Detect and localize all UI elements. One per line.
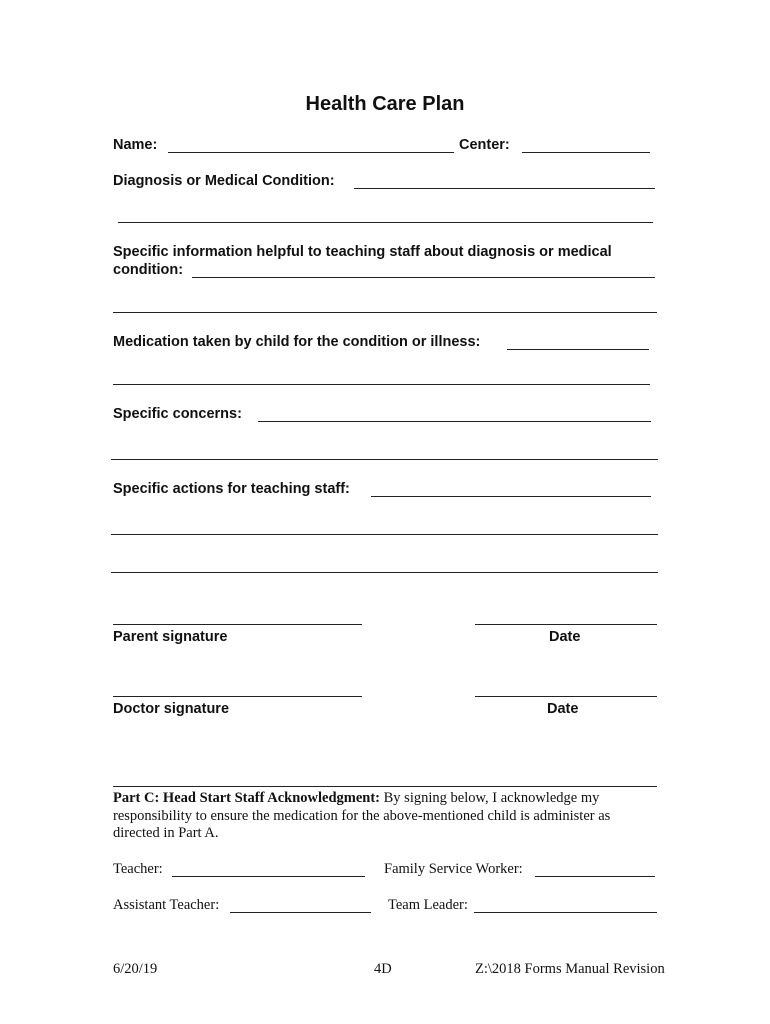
part-c-text: By signing below, I acknowledge my responsibility to ensure the medication for the above-mentioned child is administer as directed in Part A. bbox=[113, 790, 611, 841]
doctor-date-label: Date bbox=[547, 701, 579, 717]
teacher-label: Teacher: bbox=[113, 861, 163, 877]
parent-date-label: Date bbox=[549, 629, 581, 645]
specific-info-field[interactable] bbox=[192, 277, 655, 278]
concerns-label: Specific concerns: bbox=[113, 406, 242, 422]
actions-field-line-2[interactable] bbox=[111, 534, 658, 535]
medication-field-line-2[interactable] bbox=[113, 384, 650, 385]
part-c-heading: Part C: Head Start Staff Acknowledgment: bbox=[113, 790, 381, 806]
parent-signature-field[interactable] bbox=[113, 624, 362, 625]
footer-file-path: Z:\2018 Forms Manual Revision bbox=[475, 961, 665, 977]
team-leader-label: Team Leader: bbox=[388, 897, 468, 913]
family-service-worker-label: Family Service Worker: bbox=[384, 861, 523, 877]
actions-label: Specific actions for teaching staff: bbox=[113, 481, 350, 497]
parent-date-field[interactable] bbox=[475, 624, 657, 625]
doctor-signature-label: Doctor signature bbox=[113, 701, 230, 717]
parent-signature-label: Parent signature bbox=[113, 629, 228, 645]
actions-field-line-3[interactable] bbox=[111, 572, 658, 573]
name-label: Name: bbox=[113, 137, 158, 153]
actions-field[interactable] bbox=[371, 496, 651, 497]
diagnosis-field[interactable] bbox=[354, 188, 655, 189]
center-field[interactable] bbox=[522, 152, 650, 153]
family-service-worker-field[interactable] bbox=[535, 876, 655, 877]
medication-field[interactable] bbox=[507, 349, 649, 350]
page-title: Health Care Plan bbox=[305, 93, 465, 115]
concerns-field[interactable] bbox=[258, 421, 651, 422]
specific-info-label-cont: condition: bbox=[113, 262, 184, 278]
assistant-teacher-field[interactable] bbox=[230, 912, 371, 913]
specific-info-field-line-2[interactable] bbox=[113, 312, 657, 313]
diagnosis-label: Diagnosis or Medical Condition: bbox=[113, 173, 335, 189]
center-label: Center: bbox=[459, 137, 510, 153]
medication-label: Medication taken by child for the condition or illness: bbox=[113, 334, 481, 350]
assistant-teacher-label: Assistant Teacher: bbox=[113, 897, 220, 913]
name-field[interactable] bbox=[168, 152, 454, 153]
part-c-acknowledgment bbox=[113, 790, 658, 843]
doctor-date-field[interactable] bbox=[475, 696, 657, 697]
diagnosis-field-line-2[interactable] bbox=[118, 222, 653, 223]
team-leader-field[interactable] bbox=[474, 912, 657, 913]
footer-date: 6/20/19 bbox=[113, 961, 158, 977]
doctor-signature-field[interactable] bbox=[113, 696, 362, 697]
part-c-divider bbox=[113, 786, 657, 787]
specific-info-label: Specific information helpful to teaching staff about diagnosis or medical bbox=[113, 244, 612, 260]
concerns-field-line-2[interactable] bbox=[111, 459, 658, 460]
footer-page-code: 4D bbox=[374, 961, 392, 977]
teacher-field[interactable] bbox=[172, 876, 365, 877]
